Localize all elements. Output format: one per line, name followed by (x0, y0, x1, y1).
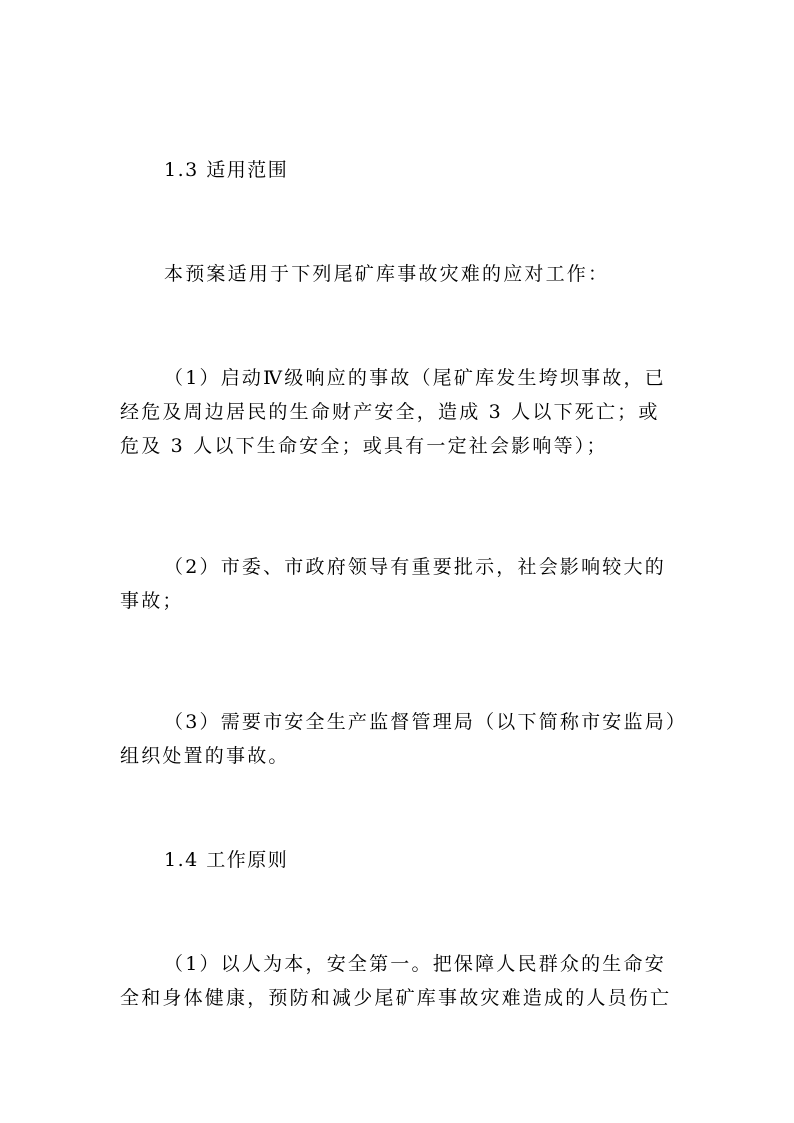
section-heading-1-3: 1.3 适用范围 (164, 159, 289, 181)
paragraph-scope-intro: 本预案适用于下列尾矿库事故灾难的应对工作： (164, 263, 610, 285)
section-heading-1-4: 1.4 工作原则 (164, 849, 289, 871)
paragraph-scope-item-3: （3）需要市安全生产监督管理局（以下简称市安监局）组织处置的事故。 (120, 711, 678, 767)
paragraph-scope-item-1: （1）启动Ⅳ级响应的事故（尾矿库发生垮坝事故，已经危及周边居民的生命财产安全，造成 3 人以下死亡；或危及 3 人以下生命安全；或具有一定社会影响等）； (120, 367, 666, 457)
paragraph-principle-1: （1）以人为本，安全第一。把保障人民群众的生命安全和身体健康，预防和减少尾矿库事故灾难造成的人员伤亡 (120, 953, 672, 1009)
paragraph-scope-item-2: （2）市委、市政府领导有重要批示，社会影响较大的事故； (120, 556, 666, 612)
